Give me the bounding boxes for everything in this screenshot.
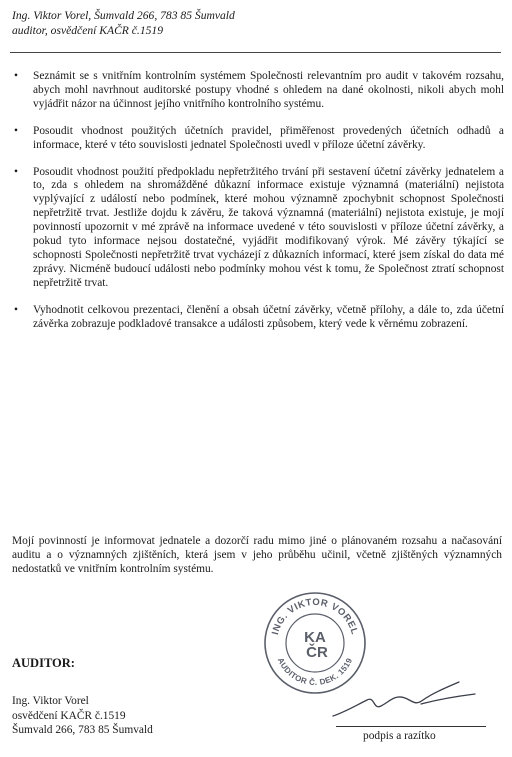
- signature-line: [336, 726, 486, 727]
- list-item-text: Vyhodnotit celkovou prezentaci, členění a obsah účetní závěrky, včetně přílohy, a dále to, zda účetní závěrka zobrazuje podkladové transakce a události způsobem, který vede k věrnému zobrazení.: [33, 303, 504, 330]
- bullet-marker: •: [14, 124, 18, 137]
- list-item-text: Posoudit vhodnost použití předpokladu nepřetržitého trvání při sestavení účetní závěrky jednatelem a to, zda s ohledem na shromážděné důkazní informace existuje významná (materiální) nejistota vyplývající z událostí nebo podmínek, které mohou významně zpochybnit schopnost Společnosti nepřetržitě trvat. Jestliže dojdu k závěru, že taková významná (materiální) nejistota existuje, je mojí povinností upozornit v mé zprávě na informace uvedené v této souvislosti v příloze účetní závěrky, a pokud tyto informace nejsou dostatečné, vyjádřit modifikovaný výrok. Mé závěry týkající se schopnosti Společnosti nepřetržitě trvat vycházejí z důkazních informací, které jsem získal do data mé zprávy. Nicméně budoucí události nebo podmínky mohou vést k tomu, že Společnost ztratí schopnost nepřetržitě trvat.: [33, 165, 504, 289]
- list-item: [14, 70, 504, 112]
- seal-logo-line2: ČR: [306, 644, 328, 661]
- auditor-details: [12, 694, 153, 738]
- list-item-text: Posoudit vhodnost použitých účetních pravidel, přiměřenost provedených účetních odhadů a informace, které v této souvislosti jednatel Společnosti uvedl v příloze účetní závěrky.: [33, 124, 504, 151]
- reporting-duty-paragraph: Mojí povinností je informovat jednatele a dozorčí radu mimo jiné o plánovaném rozsahu a načasování auditu a o významných zjištěních, která jsem v jeho průběhu učinil, včetně zjištěných významných nedostatků ve vnitřním kontrolním systému.: [12, 535, 502, 575]
- responsibility-list: [14, 70, 504, 345]
- header-divider: [10, 52, 501, 53]
- letterhead-certificate: auditor, osvědčení KAČR č.1519: [12, 24, 164, 37]
- auditor-heading: AUDITOR:: [12, 656, 75, 670]
- letterhead-name-address: Ing. Viktor Vorel, Šumvald 266, 783 85 Šumvald: [12, 9, 235, 22]
- letterhead: [12, 8, 235, 38]
- auditor-certificate: osvědčení KAČR č.1519: [12, 709, 126, 722]
- bullet-marker: •: [14, 303, 18, 316]
- seal-top-text: ING. VIKTOR VOREL: [270, 596, 361, 637]
- handwritten-signature: [325, 676, 485, 726]
- list-item: [14, 304, 504, 332]
- auditor-address: Šumvald 266, 783 85 Šumvald: [12, 724, 153, 736]
- list-item: [14, 166, 504, 291]
- list-item: [14, 125, 504, 153]
- list-item-text: Seznámit se s vnitřním kontrolním systémem Společnosti relevantním pro audit v takovém rozsahu, abych mohl navrhnout auditorské postupy vhodné s ohledem na dané okolnosti, nikoli abych mohl vyjádřit názor na účinnost jejího vnitřního kontrolního systému.: [33, 70, 504, 110]
- seal-logo-line1: KA: [304, 629, 326, 646]
- bullet-marker: •: [14, 165, 18, 178]
- signature-label: podpis a razítko: [363, 730, 436, 742]
- bullet-marker: •: [14, 70, 18, 82]
- auditor-name: Ing. Viktor Vorel: [12, 695, 89, 707]
- seal-bottom-text: AUDITOR Č. DEK. 1519: [275, 656, 355, 688]
